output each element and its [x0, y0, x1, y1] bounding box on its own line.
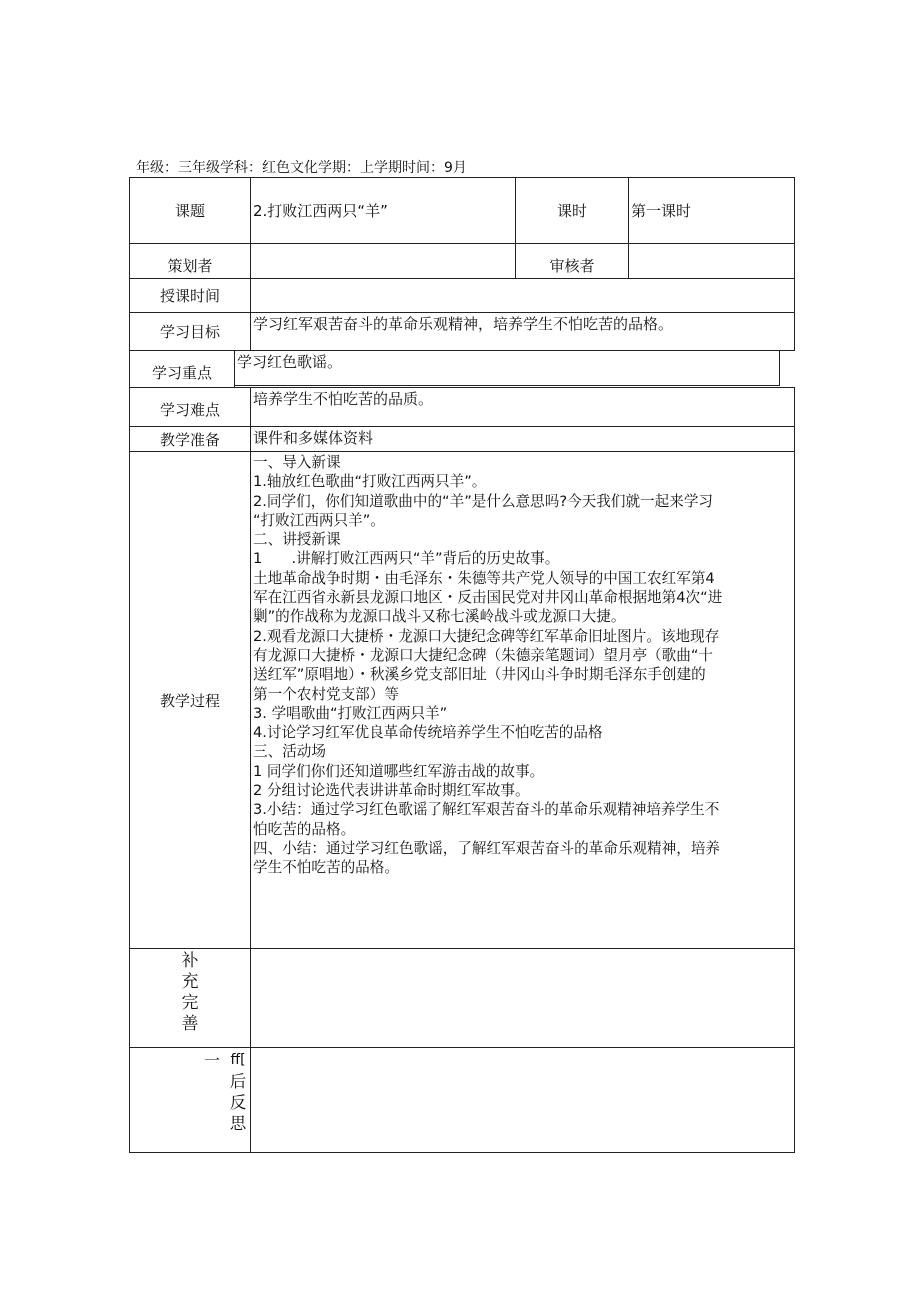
goal-value: 学习红军艰苦奋斗的革命乐观精神，培养学生不怕吃苦的品格。: [250, 312, 795, 351]
process-line: 军在江西省永新县龙源口地区・反击国民党对井冈山革命根据地第4次“进: [253, 589, 723, 607]
supplement-value: [250, 948, 795, 1048]
grade-subject-header: 年级：三年级学科：红色文化学期：上学期时间：9月: [136, 160, 467, 176]
title-label: 课题: [129, 177, 251, 244]
process-line: 3.小结：通过学习红色歌谣了解红军艰苦奋斗的革命乐观精神培养学生不: [253, 801, 720, 819]
key-point-value: 学习红色歌谣。: [234, 350, 780, 386]
process-line: 2.同学们，你们知道歌曲中的“羊”是什么意思吗?今天我们就一起来学习: [253, 492, 714, 510]
process-line: 2.观看龙源口大捷桥・龙源口大捷纪念碑等红军革命旧址图片。该地现存: [253, 627, 720, 645]
reviewer-value: [628, 243, 795, 279]
process-line: 1 同学们你们还知道哪些红军游击战的故事。: [253, 762, 545, 780]
reflection-char: 思: [229, 1114, 247, 1133]
supplement-char: 善: [181, 1014, 199, 1034]
period-value: 第一课时: [628, 177, 795, 244]
process-content: [250, 451, 795, 949]
reflection-vertical-text: [228, 1050, 248, 1134]
planner-label: 策划者: [129, 243, 251, 279]
process-line: 怕吃苦的品格。: [253, 820, 356, 838]
reflection-char: 反: [229, 1093, 247, 1112]
reflection-label: [129, 1047, 251, 1153]
reflection-value: [250, 1047, 795, 1153]
goal-label: 学习目标: [129, 312, 251, 351]
process-line: 3. 学唱歌曲“打败江西两只羊”: [253, 704, 448, 722]
supplement-char: 充: [181, 972, 199, 992]
process-line: 三、活动场: [253, 743, 326, 761]
process-line: 1 .讲解打败江西两只“羊”背后的历史故事。: [253, 550, 560, 568]
reflection-dash: 一: [204, 1051, 221, 1070]
process-line: 1.轴放红色歌曲“打败江西两只羊”。: [253, 473, 487, 491]
reflection-char: 后: [229, 1072, 247, 1091]
process-label: 教学过程: [129, 451, 251, 949]
key-point-label: 学习重点: [129, 350, 235, 388]
supplement-label: [129, 948, 251, 1048]
class-time-label: 授课时间: [129, 278, 251, 313]
process-line: “打败江西两只羊”。: [253, 511, 385, 529]
preparation-value: 课件和多媒体资料: [250, 426, 795, 452]
process-line: 剿”的作战称为龙源口战斗又称七溪岭战斗或龙源口大捷。: [253, 608, 626, 626]
process-line: 一、导入新课: [253, 454, 341, 471]
process-line: 2 分组讨论选代表讲讲革命时期红军故事。: [253, 782, 530, 800]
reviewer-label: 审核者: [515, 243, 629, 279]
planner-value: [250, 243, 516, 279]
difficulty-value: 培养学生不怕吃苦的品质。: [250, 387, 795, 427]
supplement-char: 完: [181, 993, 199, 1013]
period-label: 课时: [515, 177, 629, 244]
difficulty-label: 学习难点: [129, 387, 251, 427]
supplement-char: 补: [181, 951, 199, 971]
class-time-value: [250, 278, 795, 313]
title-value: 2.打败江西两只“羊”: [250, 177, 516, 244]
process-line: 有龙源口大捷桥・龙源口大捷纪念碑（朱德亲笔题词）望月亭（歌曲“十: [253, 646, 713, 664]
process-line: 送红军”原唱地）・秋溪乡党支部旧址（井冈山斗争时期毛泽东手创建的: [253, 666, 706, 684]
process-line: 第一个农村党支部）等: [253, 685, 399, 703]
process-line: 四、小结：通过学习红色歌谣，了解红军艰苦奋斗的革命乐观精神，培养: [253, 839, 721, 857]
reflection-char: ff[: [230, 1052, 246, 1068]
preparation-label: 教学准备: [129, 426, 251, 452]
process-line: 学生不怕吃苦的品格。: [253, 859, 399, 877]
process-line: 4.讨论学习红军优良革命传统培养学生不怕吃苦的品格: [253, 724, 603, 742]
process-line: 土地革命战争时期・由毛泽东・朱德等共产党人领导的中国工农红军第4: [253, 569, 715, 587]
process-line: 二、讲授新课: [253, 531, 341, 549]
